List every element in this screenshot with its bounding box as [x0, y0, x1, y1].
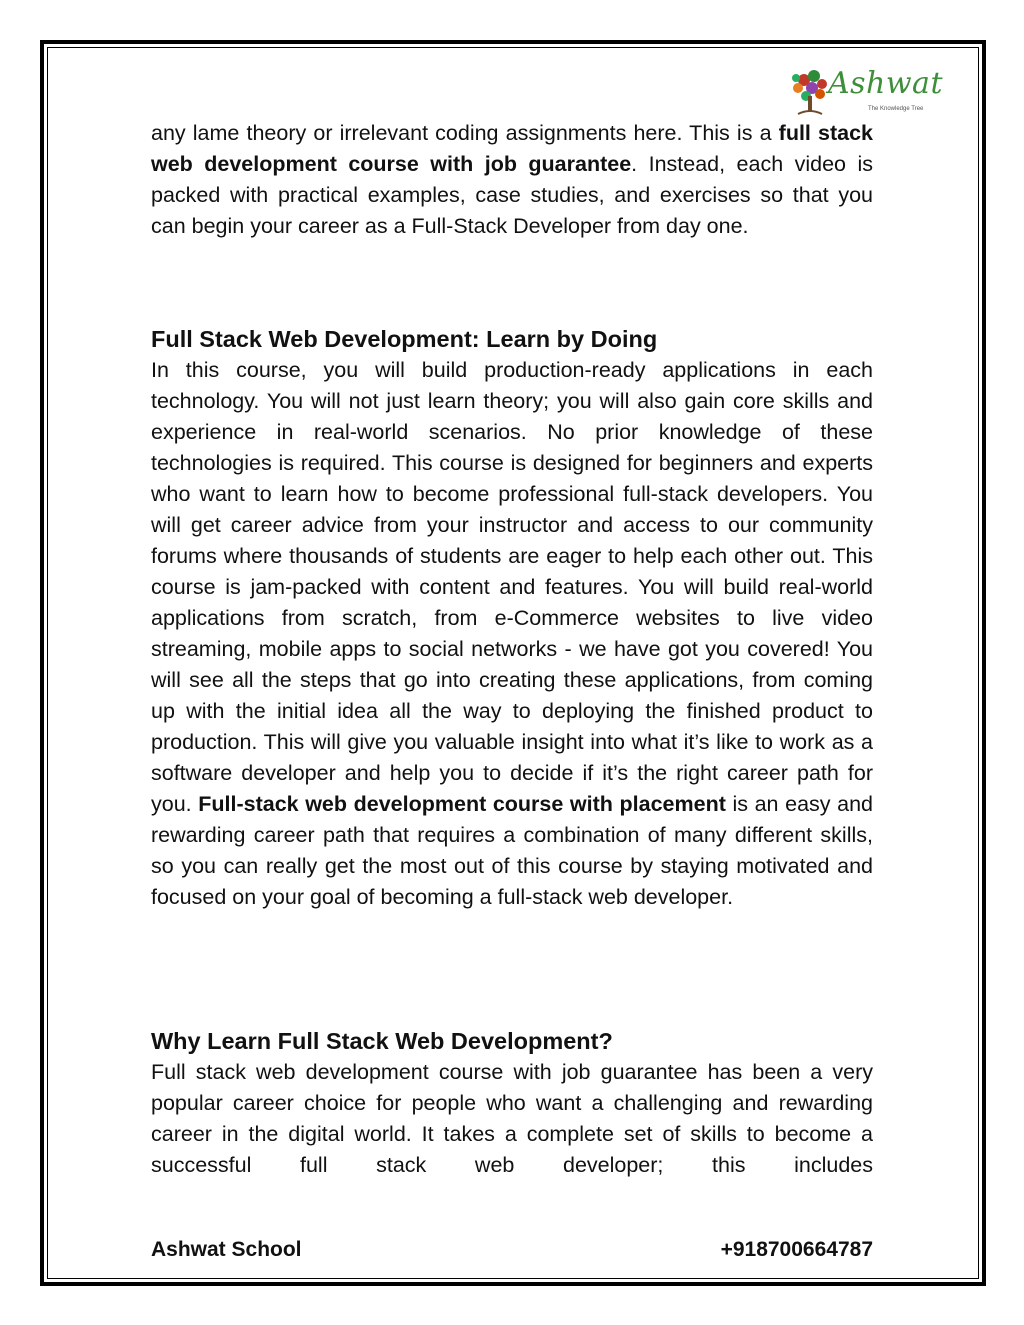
section-heading: Why Learn Full Stack Web Development?	[151, 1028, 613, 1054]
learn-by-doing-paragraph: In this course, you will build production-ready applications in each technology. You will not just learn theory; you will also gain core skills and experience in real-world scenarios. No prior knowledge of these technologies is required. This course is designed for beginners and experts who want to learn how to become professional full-stack developers. You will get career advice from your instructor and access to our community forums where thousands of students are eager to help each other out. This course is jam-packed with content and features. You will build real-world applications from scratch, from e-Commerce websites to live video streaming, mobile apps to social networks - we have got you covered! You will see all the steps that go into creating these applications, from coming up with the initial idea all the way to deploying the finished product to production. This will give you valuable insight into what it’s like to work as a software developer and help you to decide if it’s the right career path for you. Full-stack web development course with placement is an easy and rewarding career path that requires a combination of many different skills, so you can really get the most out of this course by staying motivated and focused on your goal of becoming a full-stack web developer.	[151, 358, 873, 909]
placement-bold-phrase: Full-stack web development course with placement	[198, 792, 726, 816]
why-learn-paragraph: Full stack web development course with job guarantee has been a very popular career choice for people who want a challenging and rewarding career in the digital world. It takes a complete set of skills to become a successful full stack web developer; this includes	[151, 1060, 873, 1177]
intro-bold-phrase: full stack web development course with job guarantee	[151, 121, 874, 176]
section-heading: Full Stack Web Development: Learn by Doing	[151, 326, 658, 352]
learn-by-doing-section	[151, 324, 873, 913]
footer-school-name: Ashwat School	[151, 1238, 302, 1261]
why-learn-section	[151, 1026, 873, 1181]
footer-phone: +918700664787	[720, 1238, 873, 1261]
intro-paragraph: any lame theory or irrelevant coding assignments here. This is a full stack web development course with job guarantee. Instead, each video is packed with practical examples, case studies, and exercises so that you can begin your career as a Full-Stack Developer from day one.	[151, 121, 874, 238]
logo-tagline: The Knowledge Tree	[868, 106, 924, 112]
logo-brand: Ashwat	[828, 66, 944, 101]
intro-section	[151, 118, 873, 242]
